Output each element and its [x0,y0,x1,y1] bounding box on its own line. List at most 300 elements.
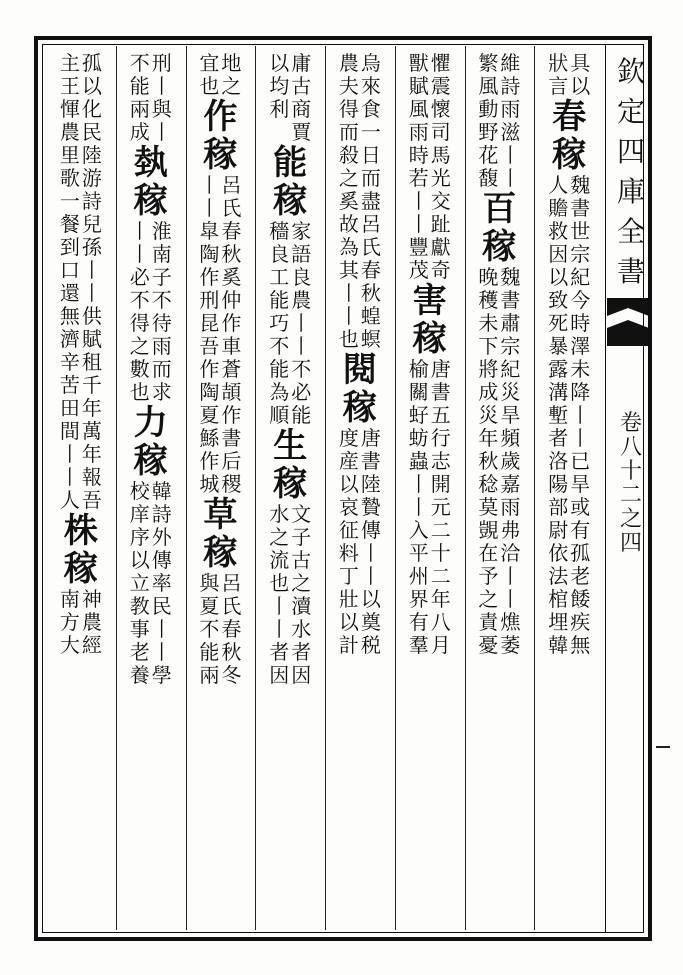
glyph: 今 [570,288,591,312]
glyph: 夫 [338,74,359,98]
fishtail-mark-icon [607,298,649,346]
glyph: 方 [59,610,80,634]
text-column [325,52,395,927]
glyph: 大 [59,633,80,657]
glyph: 丨 [151,74,172,98]
glyph: 陸 [360,472,381,496]
text-run [548,174,568,657]
headword-glyph: 草 [203,495,238,535]
glyph: 埋 [548,610,569,634]
glyph: 烏 [360,51,381,75]
glyph: 能 [129,74,150,98]
double-line-run [199,52,241,98]
text-run [409,52,429,282]
text-run [431,358,451,657]
glyph: 洛 [548,449,569,473]
text-run [431,52,451,282]
glyph: 來 [360,74,381,98]
text-run [152,480,172,687]
glyph: 殺 [338,143,359,167]
glyph: 不 [129,288,150,312]
glyph: 秋 [478,449,499,473]
glyph: 動 [478,97,499,121]
glyph: 韓 [548,633,569,657]
glyph: 以 [570,74,591,98]
glyph: 農 [291,288,312,312]
glyph: 農 [338,51,359,75]
glyph: 得 [129,311,150,335]
glyph: 秋 [221,242,242,266]
glyph: 呂 [360,212,381,236]
glyph: 哀 [338,495,359,519]
glyph: 丨 [408,189,429,213]
headword-glyph: 稼 [203,135,238,175]
glyph: 以 [81,74,102,98]
glyph: 二 [430,564,451,588]
glyph: 開 [430,472,451,496]
book-title-char: 全 [616,215,645,248]
glyph: 未 [570,357,591,381]
glyph: 教 [129,594,150,618]
glyph: 均 [269,74,290,98]
glyph: 稷 [221,472,242,496]
headword [134,144,168,220]
glyph: 化 [81,97,102,121]
text-run [548,52,568,98]
glyph: 能 [199,640,220,664]
headword-glyph: 稼 [63,549,98,589]
glyph: 旱 [570,472,591,496]
glyph: 詩 [81,189,102,213]
glyph: 辛 [59,350,80,374]
glyph: 無 [59,304,80,328]
headword-glyph: 稼 [273,181,308,221]
glyph: 燋 [500,610,521,634]
glyph: 羣 [408,633,429,657]
glyph: 行 [430,426,451,450]
glyph: 有 [570,518,591,542]
glyph: 神 [81,587,102,611]
volume-char: 四 [619,531,642,556]
glyph: 書 [360,449,381,473]
glyph: 二 [430,518,451,542]
glyph: 賦 [81,327,102,351]
glyph: 民 [81,120,102,144]
headword [482,190,516,266]
glyph: 宗 [570,242,591,266]
text-run [130,480,150,687]
glyph: 瀆 [291,594,312,618]
glyph: 以 [269,51,290,75]
glyph: 能 [269,288,290,312]
glyph: 懷 [430,97,451,121]
text-column [116,52,186,927]
glyph: 以 [129,548,150,572]
glyph: 或 [570,495,591,519]
text-run [291,220,311,427]
glyph: 呂 [221,173,242,197]
glyph: 丨 [500,166,521,190]
glyph: 疾 [570,610,591,634]
glyph: 詩 [151,502,172,526]
glyph: 關 [408,380,429,404]
glyph: 子 [291,525,312,549]
glyph: 必 [291,380,312,404]
glyph: 秋 [360,281,381,305]
glyph: 風 [478,74,499,98]
text-run [500,266,520,657]
glyph: 趾 [430,212,451,236]
glyph: 之 [221,74,242,98]
double-line-run [130,480,172,687]
glyph: 不 [291,357,312,381]
glyph: 事 [129,617,150,641]
glyph: 陽 [548,472,569,496]
glyph: 書 [500,288,521,312]
glyph: 晚 [478,265,499,289]
glyph: 流 [269,548,290,572]
glyph: 紀 [570,265,591,289]
glyph: 以 [360,587,381,611]
glyph: 古 [291,74,312,98]
glyph: 之 [478,587,499,611]
glyph: 鯀 [199,426,220,450]
glyph: 巧 [269,311,290,335]
glyph: 世 [570,219,591,243]
glyph: 冬 [221,663,242,687]
glyph: 作 [199,265,220,289]
glyph: 不 [269,334,290,358]
headword [203,496,237,572]
headword-glyph: 生 [273,426,308,466]
text-column [186,52,256,927]
glyph: 濟 [59,327,80,351]
double-line-run [199,572,241,687]
volume-char: 八 [619,435,642,460]
glyph: 因 [548,242,569,266]
glyph: 宗 [500,334,521,358]
text-column [395,52,465,927]
text-run [152,220,172,404]
glyph: 豐 [408,235,429,259]
glyph: 苦 [59,373,80,397]
glyph: 報 [81,465,102,489]
headword-glyph: 稼 [133,181,168,221]
text-run [82,52,102,512]
glyph: 懼 [430,51,451,75]
glyph: 口 [59,258,80,282]
glyph: 丨 [199,196,220,220]
glyph: 作 [221,311,242,335]
glyph: 丨 [570,403,591,427]
glyph: 丨 [129,219,150,243]
volume-label [616,412,646,556]
text-run [269,503,289,687]
glyph: 嘉 [500,472,521,496]
glyph: 弗 [500,518,521,542]
volume-char: 之 [619,507,642,532]
glyph: 春 [221,617,242,641]
glyph: 澤 [570,334,591,358]
glyph: 丨 [199,173,220,197]
double-line-run [199,174,241,496]
glyph: 平 [408,541,429,565]
glyph: 者 [548,426,569,450]
glyph: 丨 [81,258,102,282]
glyph: 蟲 [408,449,429,473]
glyph: 昆 [199,311,220,335]
glyph: 兒 [81,212,102,236]
glyph: 無 [570,633,591,657]
glyph: 救 [548,219,569,243]
glyph: 作 [199,357,220,381]
glyph: 蒼 [221,357,242,381]
glyph: 家 [291,219,312,243]
glyph: 千 [81,373,102,397]
text-run [221,52,241,98]
headword-glyph: 作 [203,97,238,137]
double-line-run [339,427,381,657]
glyph: 立 [129,571,150,595]
glyph: 年 [430,587,451,611]
text-run [478,266,498,657]
glyph: 氏 [221,196,242,220]
glyph: 也 [269,571,290,595]
glyph: 獻 [430,235,451,259]
glyph: 料 [338,541,359,565]
glyph: 野 [478,120,499,144]
text-run [570,174,590,657]
glyph: 萎 [500,633,521,657]
glyph: 水 [291,617,312,641]
double-line-run [60,588,102,657]
text-run [291,503,311,687]
glyph: 丨 [59,465,80,489]
text-run [269,220,289,427]
glyph: 歌 [59,166,80,190]
headword-glyph: 埶 [133,143,168,183]
glyph: 老 [129,640,150,664]
text-run [130,220,150,404]
glyph: 氏 [360,235,381,259]
text-run [339,427,359,657]
glyph: 為 [338,235,359,259]
glyph: 經 [81,633,102,657]
glyph: 傳 [360,518,381,542]
glyph: 螟 [360,327,381,351]
glyph: 暴 [548,334,569,358]
glyph: 憂 [478,633,499,657]
glyph: 而 [151,357,172,381]
glyph: 數 [129,357,150,381]
glyph: 在 [478,541,499,565]
glyph: 尉 [548,518,569,542]
double-line-run [130,220,172,404]
glyph: 作 [199,449,220,473]
glyph: 雨 [151,334,172,358]
glyph: 入 [408,518,429,542]
glyph: 呂 [221,571,242,595]
glyph: 學 [151,663,172,687]
glyph: 待 [151,311,172,335]
glyph: 溝 [548,380,569,404]
glyph: 人 [59,488,80,512]
glyph: 致 [548,288,569,312]
glyph: 奠 [360,610,381,634]
glyph: 夏 [199,403,220,427]
glyph: 丨 [81,281,102,305]
glyph: 孫 [81,235,102,259]
glyph: 春 [221,219,242,243]
text-run [82,588,102,657]
headword [64,512,98,588]
glyph: 韓 [151,479,172,503]
glyph: 南 [151,242,172,266]
double-line-run [60,52,102,512]
glyph: 因 [269,663,290,687]
text-run [409,358,429,657]
double-line-run [130,52,172,144]
glyph: 也 [129,380,150,404]
glyph: 唐 [360,426,381,450]
glyph: 産 [338,449,359,473]
glyph: 城 [199,472,220,496]
glyph: 南 [59,587,80,611]
glyph: 旱 [500,403,521,427]
glyph: 紀 [500,357,521,381]
glyph: 其 [338,258,359,282]
glyph: 雨 [500,495,521,519]
glyph: 州 [408,564,429,588]
glyph: 文 [291,502,312,526]
headword-glyph: 能 [273,143,308,183]
glyph: 秋 [221,640,242,664]
double-line-run [478,266,520,657]
glyph: 丨 [291,311,312,335]
glyph: 虸 [408,403,429,427]
text-column [465,52,535,927]
glyph: 仲 [221,288,242,312]
glyph: 刑 [151,51,172,75]
glyph: 若 [408,166,429,190]
book-title-char: 四 [616,135,645,168]
glyph: 刑 [199,288,220,312]
glyph: 年 [81,396,102,420]
glyph: 榆 [408,357,429,381]
glyph: 丨 [129,242,150,266]
text-run [221,572,241,687]
glyph: 交 [430,189,451,213]
glyph: 丨 [500,143,521,167]
glyph: 蝗 [360,304,381,328]
glyph: 商 [291,97,312,121]
glyph: 死 [548,311,569,335]
text-run [60,588,80,657]
glyph: 茂 [408,258,429,282]
glyph: 陶 [199,242,220,266]
glyph: 也 [199,74,220,98]
glyph: 古 [291,548,312,572]
glyph: 災 [478,403,499,427]
glyph: 兩 [199,663,220,687]
glyph: 丨 [500,587,521,611]
glyph: 后 [221,449,242,473]
headword-glyph: 稼 [412,319,447,359]
volume-char: 十 [619,459,642,484]
glyph: 皐 [199,219,220,243]
glyph: 供 [81,304,102,328]
glyph: 震 [430,74,451,98]
glyph: 不 [151,288,172,312]
glyph: 萬 [81,419,102,443]
glyph: 五 [430,403,451,427]
glyph: 良 [269,242,290,266]
glyph: 奚 [338,189,359,213]
glyph: 書 [570,196,591,220]
text-run [500,52,520,190]
glyph: 丨 [269,594,290,618]
glyph: 陸 [81,143,102,167]
glyph: 丨 [408,472,429,496]
text-run [478,52,498,190]
glyph: 吾 [199,334,220,358]
glyph: 棺 [548,587,569,611]
headword-glyph: 株 [63,511,98,551]
text-run [199,572,219,687]
glyph: 傳 [151,548,172,572]
headword [343,351,377,427]
glyph: 洽 [500,541,521,565]
glyph: 覬 [478,518,499,542]
glyph: 孤 [81,51,102,75]
glyph: 維 [500,51,521,75]
glyph: 予 [478,564,499,588]
glyph: 税 [360,633,381,657]
glyph: 序 [129,525,150,549]
glyph: 言 [548,74,569,98]
glyph: 兩 [129,97,150,121]
headword-glyph: 閱 [342,350,377,390]
glyph: 者 [269,640,290,664]
glyph: 蚄 [408,426,429,450]
text-run [291,52,311,144]
glyph: 餐 [59,212,80,236]
glyph: 丨 [338,281,359,305]
glyph: 花 [478,143,499,167]
glyph: 將 [478,357,499,381]
glyph: 陶 [199,380,220,404]
glyph: 因 [291,663,312,687]
glyph: 計 [338,633,359,657]
double-line-run [548,174,590,657]
glyph: 庠 [129,502,150,526]
headword-glyph: 稼 [133,441,168,481]
glyph: 人 [548,173,569,197]
glyph: 丨 [570,426,591,450]
glyph: 具 [570,51,591,75]
glyph: 露 [548,357,569,381]
text-run [152,52,172,144]
glyph: 元 [430,495,451,519]
glyph: 光 [430,166,451,190]
glyph: 頻 [500,426,521,450]
glyph: 老 [570,564,591,588]
edge-tick [656,746,670,748]
glyph: 歲 [500,449,521,473]
volume-char: 卷 [619,411,642,436]
glyph: 丨 [291,334,312,358]
glyph: 賈 [291,120,312,144]
